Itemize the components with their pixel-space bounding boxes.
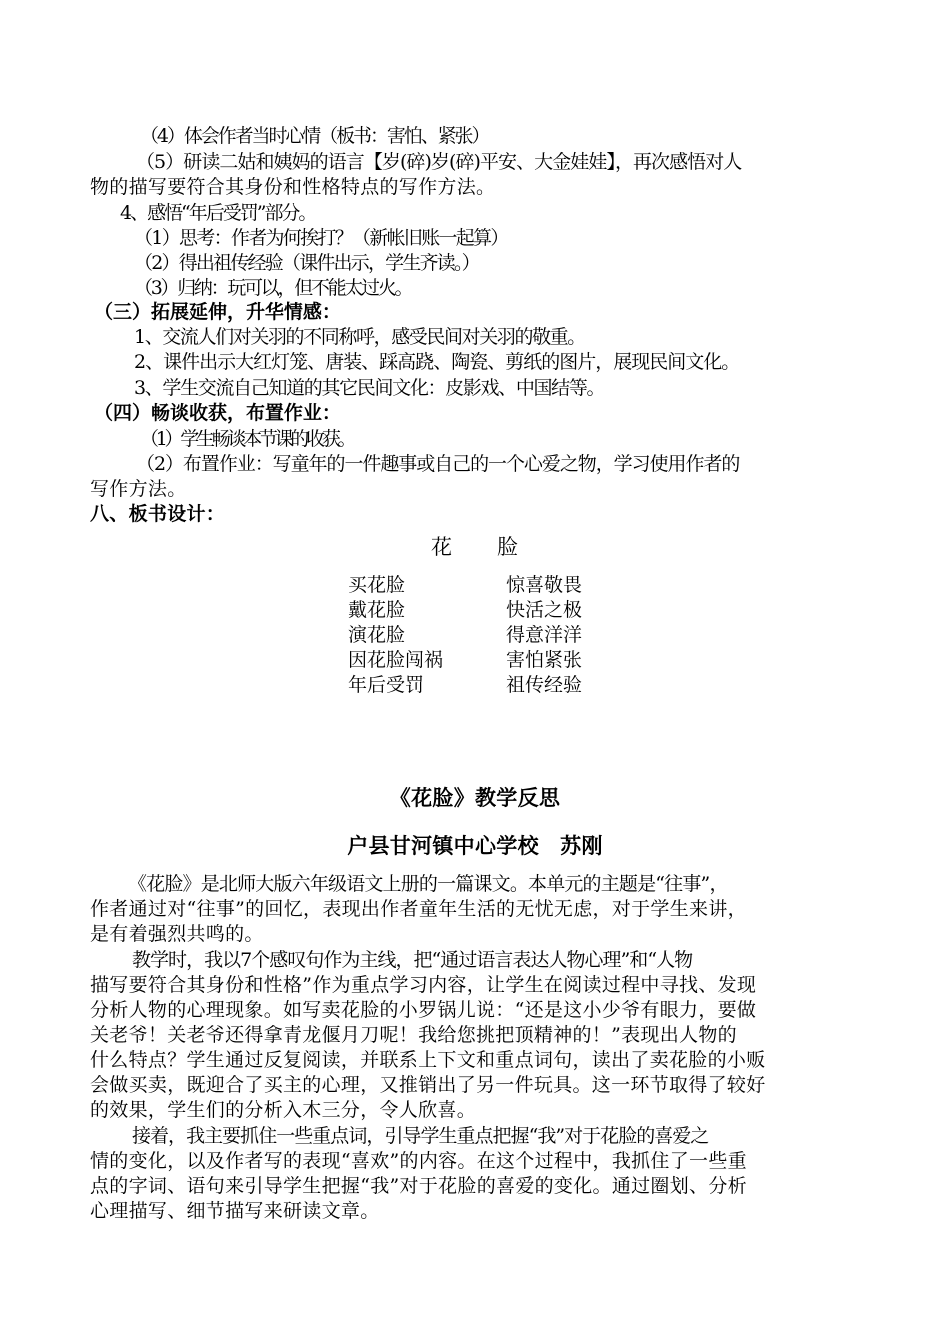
board-item: 快活之极	[506, 599, 583, 621]
reflection-line: 作者通过对“往事”的回忆，表现出作者童年生活的无忧无虑，对于学生来讲，	[90, 898, 747, 920]
board-item: 得意洋洋	[506, 624, 583, 646]
board-item: 因花脸闯祸	[348, 649, 444, 671]
reflection-line: 是有着强烈共鸣的。	[90, 923, 264, 945]
lesson-line: （4）体会作者当时心情（板书：害怕、紧张）	[140, 125, 489, 147]
board-left-column	[348, 573, 443, 698]
lesson-line: 1、交流人们对关羽的不同称呼，感受民间对关羽的敬重。	[134, 326, 585, 348]
board-item: 演花脸	[348, 624, 406, 646]
section-heading: （三）拓展延伸，升华情感：	[94, 301, 341, 323]
board-item: 年后受罚	[348, 674, 425, 696]
reflection-author: 户县甘河镇中心学校 苏刚	[347, 834, 603, 858]
reflection-line: 描写要符合其身份和性格”作为重点学习内容，让学生在阅读过程中寻找、发现	[90, 974, 757, 996]
reflection-line: 《花脸》是北师大版六年级语文上册的一篇课文。本单元的主题是“往事”，	[128, 873, 728, 895]
reflection-title: 《花脸》教学反思	[389, 786, 561, 810]
reflection-line: 教学时，我以7个感叹句作为主线，把“通过语言表达人物心理”和“人物	[132, 949, 693, 971]
board-title: 花 脸	[431, 535, 519, 559]
section-heading: （四）畅谈收获，布置作业：	[94, 402, 341, 424]
reflection-line: 接着，我主要抓住一些重点词，引导学生重点把握“我”对于花脸的喜爱之	[132, 1125, 709, 1147]
lesson-line: （3）归纳：玩可以，但不能太过火。	[134, 277, 412, 299]
lesson-line: （2）布置作业：写童年的一件趣事或自己的一个心爱之物，学习使用作者的	[136, 453, 740, 475]
board-right-column	[506, 573, 582, 698]
board-item: 买花脸	[348, 574, 406, 596]
reflection-line: 情的变化，以及作者写的表现“喜欢”的内容。在这个过程中，我抓住了一些重	[90, 1150, 747, 1172]
reflection-line: 分析人物的心理现象。如写卖花脸的小罗锅儿说：“还是这小少爷有眼力，要做	[90, 999, 757, 1021]
lesson-line: 4、感悟“年后受罚”部分。	[120, 202, 316, 224]
lesson-line: 写作方法。	[90, 478, 187, 500]
board-item: 惊喜敬畏	[506, 574, 583, 596]
lesson-line: 2、课件出示大红灯笼、唐装、踩高跷、陶瓷、剪纸的图片，展现民间文化。	[134, 351, 740, 373]
board-item: 害怕紧张	[506, 649, 583, 671]
lesson-line: （2）得出祖传经验（课件出示，学生齐读。）	[134, 252, 479, 274]
lesson-line: 3、学生交流自己知道的其它民间文化：皮影戏、中国结等。	[134, 377, 605, 399]
lesson-line: 物的描写要符合其身份和性格特点的写作方法。	[90, 176, 496, 198]
reflection-line: 关老爷！关老爷还得拿青龙偃月刀呢！我给您挑把顶精神的！”表现出人物的	[90, 1024, 737, 1046]
lesson-line: （5）研读二姑和姨妈的语言【岁(碎)岁(碎)平安、大金娃娃】，再次感悟对人	[136, 151, 742, 173]
board-item: 戴花脸	[348, 599, 406, 621]
reflection-line: 点的字词、语句来引导学生把握“我”对于花脸的喜爱的变化。通过圈划、分析	[90, 1175, 747, 1197]
lesson-line: （1）思考：作者为何挨打？（新帐旧账一起算）	[134, 227, 508, 249]
board-item: 祖传经验	[506, 674, 583, 696]
reflection-line: 会做买卖，既迎合了买主的心理，又推销出了另一件玩具。这一环节取得了较好	[90, 1074, 766, 1096]
lesson-line: （1）学生畅谈本节课的收获。	[140, 428, 354, 450]
section-heading: 八、板书设计：	[90, 503, 226, 525]
reflection-line: 的效果，学生们的分析入木三分，令人欣喜。	[90, 1099, 477, 1121]
reflection-line: 什么特点？学生通过反复阅读，并联系上下文和重点词句，读出了卖花脸的小贩	[90, 1049, 766, 1071]
reflection-line: 心理描写、细节描写来研读文章。	[90, 1200, 380, 1222]
